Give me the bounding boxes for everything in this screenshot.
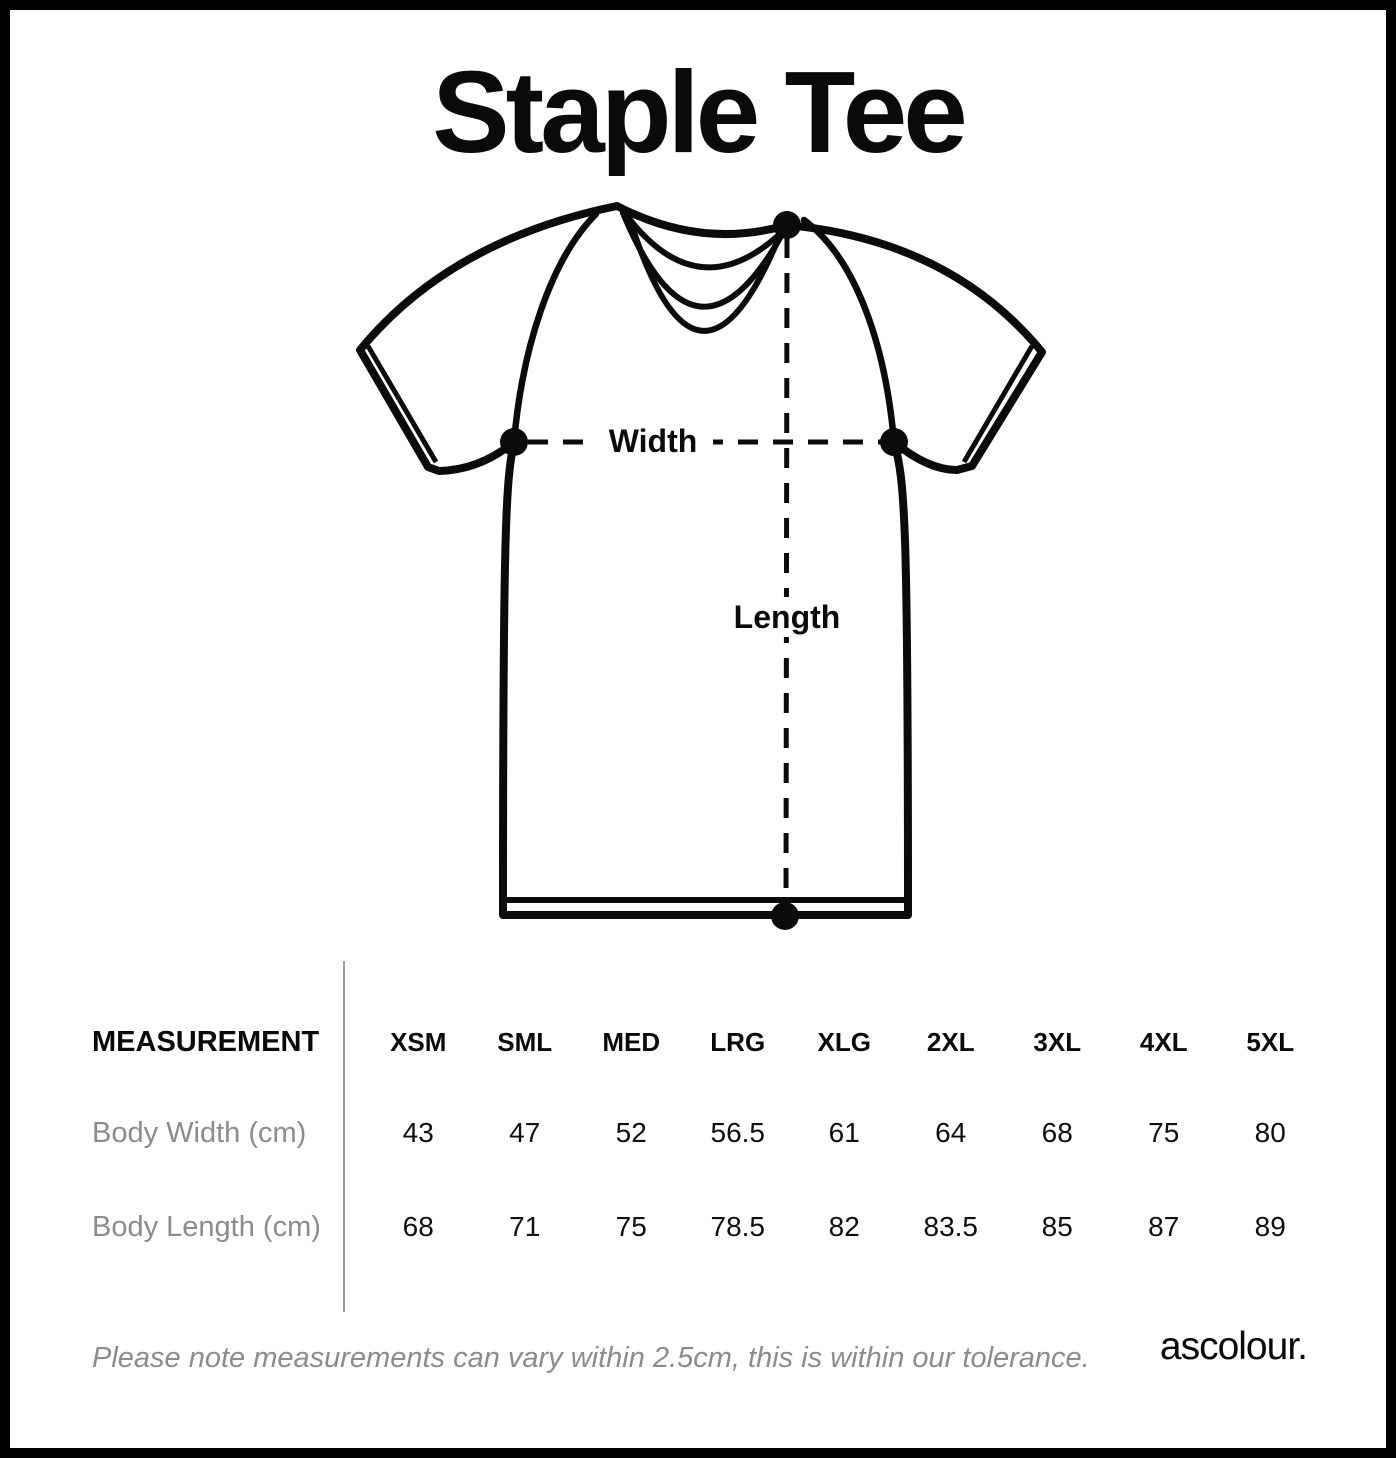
- body-width-xlg: 61: [828, 1117, 860, 1148]
- body-width-lrg: 56.5: [710, 1117, 765, 1148]
- body-width-5xl: 80: [1254, 1117, 1286, 1148]
- body-length-4xl: 87: [1148, 1211, 1180, 1242]
- body-width-3xl: 68: [1041, 1117, 1073, 1148]
- hem-dot: [771, 902, 799, 930]
- body-width-xsm: 43: [402, 1117, 434, 1148]
- body-length-sml: 71: [509, 1211, 541, 1242]
- body-length-lrg: 78.5: [710, 1211, 765, 1242]
- brand-logo: ascolour.: [1159, 1325, 1307, 1368]
- body-length-xlg: 82: [828, 1211, 860, 1242]
- body-width-2xl: 64: [935, 1117, 967, 1148]
- measurement-header: MEASUREMENT: [92, 1025, 320, 1058]
- body-length-2xl: 83.5: [923, 1211, 978, 1242]
- body-width-row: [30, 1113, 1330, 1153]
- collar-dot: [773, 211, 801, 239]
- width-label: Width: [608, 423, 698, 459]
- size-header-2xl: 2XL: [926, 1026, 975, 1057]
- size-header-4xl: 4XL: [1139, 1026, 1188, 1057]
- length-label: Length: [733, 599, 841, 635]
- row-label-body-length: Body Length (cm): [92, 1210, 321, 1243]
- body-length-row: [30, 1207, 1330, 1247]
- body-width-4xl: 75: [1148, 1117, 1180, 1148]
- size-table-header-row: [30, 1022, 1330, 1062]
- tshirt-measurement-diagram: [330, 180, 1070, 940]
- row-label-body-width: Body Width (cm): [92, 1116, 307, 1149]
- size-header-sml: SML: [497, 1026, 553, 1057]
- tolerance-note: Please note measurements can vary within 2.5cm, this is within our tolerance.: [92, 1342, 1090, 1374]
- left-armpit-dot: [500, 428, 528, 456]
- tshirt-outline: [360, 206, 1042, 915]
- size-header-5xl: 5XL: [1246, 1026, 1295, 1057]
- size-header-xsm: XSM: [390, 1026, 447, 1057]
- body-length-xsm: 68: [402, 1211, 434, 1242]
- body-width-sml: 47: [509, 1117, 541, 1148]
- right-armpit-dot: [880, 428, 908, 456]
- body-length-5xl: 89: [1254, 1211, 1286, 1242]
- body-length-med: 75: [615, 1211, 647, 1242]
- body-width-med: 52: [615, 1117, 647, 1148]
- size-header-xlg: XLG: [817, 1026, 871, 1057]
- size-header-lrg: LRG: [710, 1026, 766, 1057]
- page-title: Staple Tee: [432, 47, 964, 177]
- size-header-med: MED: [602, 1026, 661, 1057]
- body-length-3xl: 85: [1041, 1211, 1073, 1242]
- size-header-3xl: 3XL: [1033, 1026, 1082, 1057]
